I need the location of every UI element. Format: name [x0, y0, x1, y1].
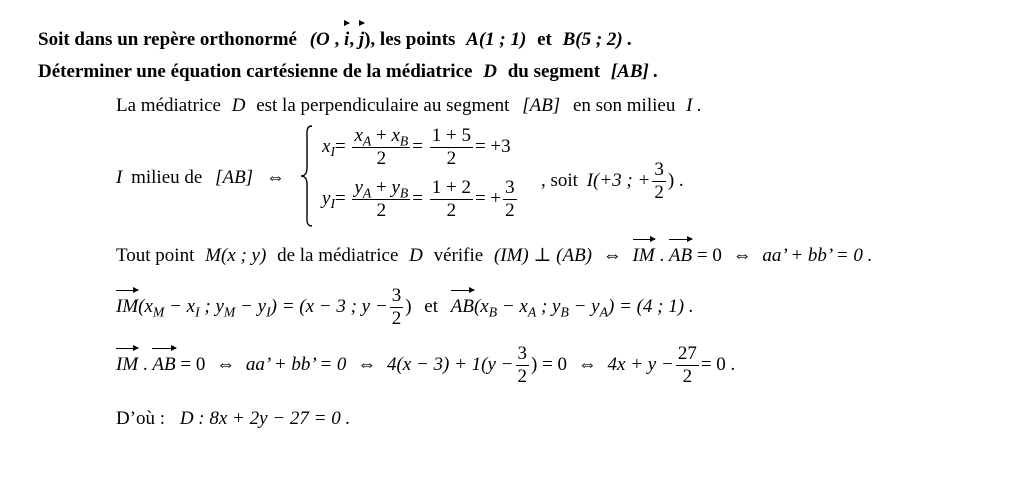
segment-AB: [AB]	[215, 167, 254, 188]
system-row-x	[322, 126, 511, 169]
and-text: et	[424, 295, 438, 317]
equiv-symbol: ⇔	[577, 353, 597, 375]
conclusion-label: D’où :	[116, 408, 166, 429]
equals-zero: = 0	[180, 353, 206, 375]
vector-j: j	[359, 21, 364, 49]
x-symbol: x	[322, 135, 331, 157]
midpoint-I: I	[116, 167, 123, 188]
sub: I	[330, 196, 335, 212]
dot-product: .	[659, 245, 665, 266]
equiv-symbol: ⇔	[602, 245, 622, 266]
fraction-1-plus-2: $\frac{1 + 2}{2}$	[431, 177, 471, 221]
vector-i: i	[344, 21, 349, 49]
equiv-symbol: ⇔	[265, 167, 285, 188]
perpendicular-condition-line	[116, 237, 872, 267]
system-row-y	[322, 178, 519, 221]
separator: ,	[334, 29, 340, 50]
orthogonality-formula: aa’ + bb’ = 0 .	[762, 245, 873, 266]
vector-AB: AB	[669, 237, 692, 265]
final-equation: D : 8x + 2y − 27 = 0 .	[179, 408, 351, 429]
fraction-3-over-2: $\frac{3}{2}$	[654, 159, 664, 203]
text: Tout point	[116, 245, 195, 266]
text: est la perpendiculaire au segment	[256, 95, 510, 116]
vector-AB: AB	[152, 346, 175, 374]
orthogonality-formula: aa’ + bb’ = 0	[245, 353, 347, 375]
vector-IM: IM	[633, 237, 655, 265]
conclusion-line	[116, 409, 350, 430]
midpoint-coords: I(+3 ; +	[586, 169, 651, 191]
close-paren: )	[405, 295, 412, 317]
simplified-expression: 4x + y −	[607, 353, 674, 375]
equals-zero: = 0 .	[700, 353, 736, 375]
point-M: M(x ; y)	[205, 245, 267, 266]
text-intro: Soit dans un repère orthonormé	[38, 29, 297, 50]
text: de la médiatrice	[277, 245, 399, 266]
result-x: = +3	[474, 135, 511, 157]
definition-line	[116, 96, 702, 117]
vector-coordinates-line	[116, 286, 694, 329]
segment-AB: [AB]	[522, 95, 561, 116]
text: milieu de	[131, 167, 203, 188]
left-brace	[300, 124, 314, 228]
text: La médiatrice	[116, 95, 221, 116]
equiv-symbol: ⇔	[357, 353, 377, 375]
vector-IM: IM	[116, 288, 138, 316]
equals: =	[335, 135, 346, 157]
and-text: et	[537, 29, 552, 50]
vector-AB: AB	[451, 288, 474, 316]
AB-coordinates: ($x_B - x_A$ ; $y_B - y_A) = (4$ ; 1) .	[473, 295, 694, 320]
text: vérifie	[433, 245, 484, 266]
fraction-27-over-2: $\frac{27}{2}$	[677, 343, 697, 387]
mediatrice-D: D	[483, 61, 497, 82]
points-text: , les points	[370, 29, 456, 50]
midpoint-label	[116, 168, 285, 189]
result-y: = +	[474, 187, 502, 209]
equals-zero: = 0	[696, 245, 722, 266]
IM-coordinates: ($x_M - x_I$ ; $y_M - y_I) = (x - 3$ ; y −	[138, 295, 388, 320]
equals: =	[412, 135, 423, 157]
fraction-3-over-2: $\frac{3}{2}$	[391, 285, 402, 329]
point-B: B(5 ; 2) .	[562, 29, 633, 50]
text: en son milieu	[572, 95, 676, 116]
fraction-3-over-2: $\frac{3}{2}$	[505, 177, 515, 221]
point-A: A(1 ; 1)	[466, 29, 527, 50]
equiv-symbol: ⇔	[216, 353, 236, 375]
close-paren: )	[364, 29, 371, 50]
expanded-expression: 4(x − 3) + 1(y −	[386, 353, 514, 375]
equiv-symbol: ⇔	[732, 245, 752, 266]
sub: I	[330, 144, 335, 160]
fraction-3-over-2: $\frac{3}{2}$	[517, 343, 527, 387]
equals: =	[335, 187, 346, 209]
mediatrice-D: D	[409, 245, 423, 266]
midpoint-result	[541, 160, 684, 203]
equals: =	[412, 187, 423, 209]
segment-text: du segment	[507, 61, 601, 82]
segment-AB: [AB] .	[610, 61, 659, 82]
close-paren: ) .	[667, 169, 684, 191]
fraction-xA-plus-xB: $\frac{x_A + x_B}{2}$	[354, 125, 409, 169]
problem-statement-line-1	[38, 21, 632, 51]
mediatrice-D: D	[231, 95, 246, 116]
equals-zero: ) = 0	[531, 353, 568, 375]
fraction-yA-plus-yB: $\frac{y_A + y_B}{2}$	[354, 177, 409, 221]
problem-statement-line-2	[38, 62, 658, 83]
fraction-1-plus-5: $\frac{1 + 5}{2}$	[431, 125, 471, 169]
midpoint-I: I .	[686, 95, 702, 116]
perpendicular-condition: (IM) ⊥ (AB)	[493, 245, 592, 266]
soit-text: , soit	[541, 169, 578, 191]
question-text: Déterminer une équation cartésienne de la médiatrice	[38, 61, 473, 82]
vector-IM: IM	[116, 346, 138, 374]
dot-product: .	[142, 353, 148, 375]
origin-label: (O	[309, 29, 330, 50]
equation-derivation-line	[116, 344, 735, 387]
separator: ,	[349, 29, 355, 50]
y-symbol: y	[322, 187, 331, 209]
